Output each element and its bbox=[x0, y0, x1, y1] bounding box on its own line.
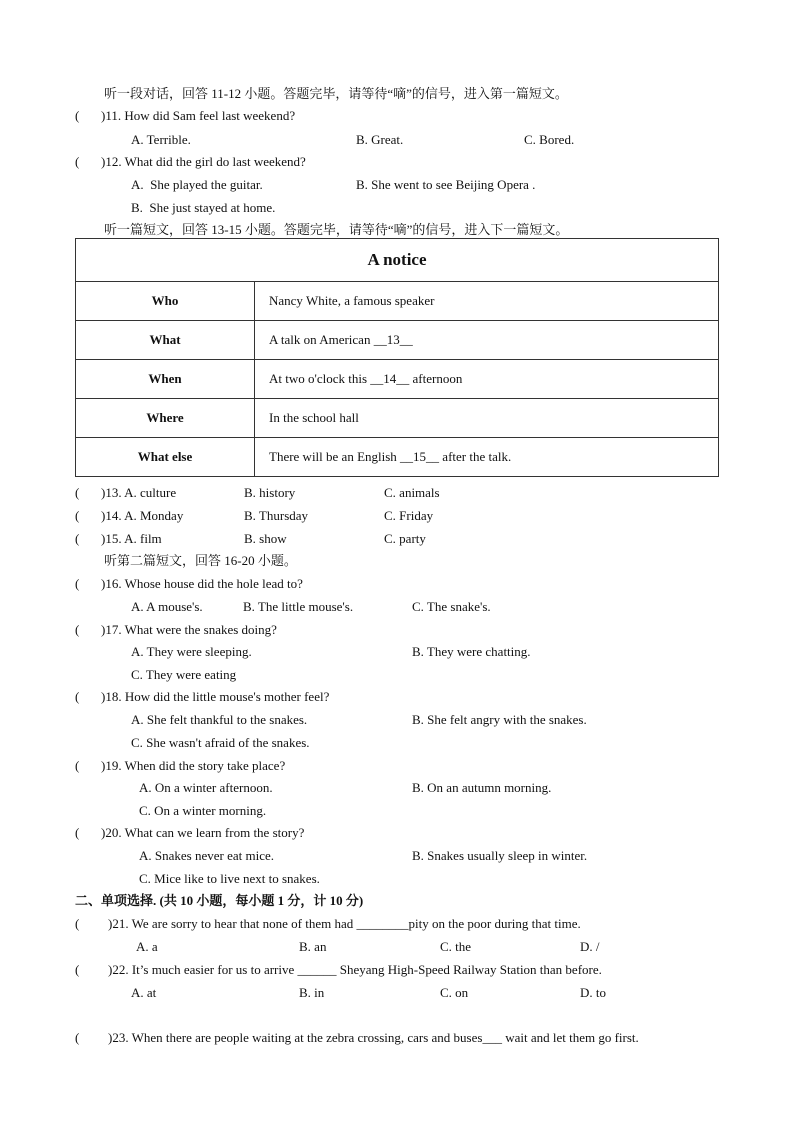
q20-option-b: B. Snakes usually sleep in winter. bbox=[412, 848, 588, 863]
q13-option-c: C. animals bbox=[384, 485, 440, 500]
answer-paren: ( bbox=[75, 758, 80, 773]
question-22: )22. It’s much easier for us to arrive ______ Sheyang High-Speed Railway Station than before. bbox=[108, 962, 602, 977]
q22-option-c: C. on bbox=[440, 985, 469, 1000]
answer-paren: ( bbox=[75, 916, 80, 931]
notice-key: When bbox=[76, 360, 255, 399]
answer-paren: ( bbox=[75, 576, 80, 591]
q15-option-b: B. show bbox=[244, 531, 287, 546]
notice-key: What else bbox=[76, 438, 255, 477]
answer-paren: ( bbox=[75, 1030, 80, 1045]
table-row bbox=[76, 360, 719, 399]
notice-value: A talk on American __13__ bbox=[255, 321, 719, 360]
question-20: )20. What can we learn from the story? bbox=[101, 825, 305, 840]
q21-option-d: D. / bbox=[580, 939, 600, 954]
answer-paren: ( bbox=[75, 154, 80, 169]
table-row bbox=[76, 321, 719, 360]
q19-option-a: A. On a winter afternoon. bbox=[139, 780, 273, 795]
q22-option-d: D. to bbox=[580, 985, 606, 1000]
q12-option-c: B. She just stayed at home. bbox=[131, 200, 276, 215]
question-12: )12. What did the girl do last weekend? bbox=[101, 154, 306, 169]
section-instruction-16-20: 听第二篇短文，回答 16-20 小题。 bbox=[104, 553, 297, 568]
answer-paren: ( bbox=[75, 962, 80, 977]
table-row bbox=[76, 438, 719, 477]
question-17: )17. What were the snakes doing? bbox=[101, 622, 277, 637]
q12-option-b: B. She went to see Beijing Opera . bbox=[356, 177, 536, 192]
q19-option-b: B. On an autumn morning. bbox=[412, 780, 552, 795]
answer-paren: ( bbox=[75, 689, 80, 704]
notice-value: At two o'clock this __14__ afternoon bbox=[255, 360, 719, 399]
q16-option-c: C. The snake's. bbox=[412, 599, 491, 614]
answer-paren: ( bbox=[75, 531, 80, 546]
q11-option-b: B. Great. bbox=[356, 132, 404, 147]
answer-paren: ( bbox=[75, 485, 80, 500]
notice-value: In the school hall bbox=[255, 399, 719, 438]
q21-option-b: B. an bbox=[299, 939, 327, 954]
q11-option-c: C. Bored. bbox=[524, 132, 575, 147]
q22-option-a: A. at bbox=[131, 985, 157, 1000]
q21-option-c: C. the bbox=[440, 939, 472, 954]
notice-key: Where bbox=[76, 399, 255, 438]
answer-paren: ( bbox=[75, 508, 80, 523]
table-row bbox=[76, 282, 719, 321]
q21-option-a: A. a bbox=[136, 939, 158, 954]
q17-option-b: B. They were chatting. bbox=[412, 644, 531, 659]
q16-option-a: A. A mouse's. bbox=[131, 599, 203, 614]
question-15: )15. A. film bbox=[101, 531, 162, 546]
q11-option-a: A. Terrible. bbox=[131, 132, 191, 147]
question-13: )13. A. culture bbox=[101, 485, 177, 500]
q20-option-c: C. Mice like to live next to snakes. bbox=[139, 871, 320, 886]
notice-value: Nancy White, a famous speaker bbox=[255, 282, 719, 321]
question-19: )19. When did the story take place? bbox=[101, 758, 286, 773]
q22-option-b: B. in bbox=[299, 985, 325, 1000]
question-21: )21. We are sorry to hear that none of them had ________pity on the poor during that time. bbox=[108, 916, 581, 931]
question-18: )18. How did the little mouse's mother feel? bbox=[101, 689, 330, 704]
q18-option-a: A. She felt thankful to the snakes. bbox=[131, 712, 308, 727]
answer-paren: ( bbox=[75, 622, 80, 637]
section-instruction-11-12: 听一段对话，回答 11-12 小题。答题完毕，请等待“嘀”的信号，进入第一篇短文。 bbox=[104, 86, 568, 101]
notice-title: A notice bbox=[76, 239, 719, 282]
q12-option-a: A. She played the guitar. bbox=[131, 177, 263, 192]
question-14: )14. A. Monday bbox=[101, 508, 184, 523]
question-11: )11. How did Sam feel last weekend? bbox=[101, 108, 296, 123]
q18-option-c: C. She wasn't afraid of the snakes. bbox=[131, 735, 310, 750]
answer-paren: ( bbox=[75, 825, 80, 840]
q20-option-a: A. Snakes never eat mice. bbox=[139, 848, 275, 863]
notice-key: Who bbox=[76, 282, 255, 321]
q19-option-c: C. On a winter morning. bbox=[139, 803, 267, 818]
q16-option-b: B. The little mouse's. bbox=[243, 599, 354, 614]
notice-key: What bbox=[76, 321, 255, 360]
q17-option-c: C. They were eating bbox=[131, 667, 237, 682]
question-16: )16. Whose house did the hole lead to? bbox=[101, 576, 303, 591]
q18-option-b: B. She felt angry with the snakes. bbox=[412, 712, 587, 727]
answer-paren: ( bbox=[75, 108, 80, 123]
q15-option-c: C. party bbox=[384, 531, 426, 546]
notice-table bbox=[75, 238, 719, 477]
section-heading-single-choice: 二、单项选择. (共 10 小题，每小题 1 分，计 10 分) bbox=[75, 893, 364, 908]
question-23: )23. When there are people waiting at the zebra crossing, cars and buses___ wait and let them go first. bbox=[108, 1030, 639, 1045]
notice-value: There will be an English __15__ after the talk. bbox=[255, 438, 719, 477]
q14-option-b: B. Thursday bbox=[244, 508, 309, 523]
q14-option-c: C. Friday bbox=[384, 508, 434, 523]
section-instruction-13-15: 听一篇短文，回答 13-15 小题。答题完毕，请等待“嘀”的信号，进入下一篇短文。 bbox=[104, 222, 569, 237]
q17-option-a: A. They were sleeping. bbox=[131, 644, 252, 659]
q13-option-b: B. history bbox=[244, 485, 296, 500]
table-row bbox=[76, 399, 719, 438]
